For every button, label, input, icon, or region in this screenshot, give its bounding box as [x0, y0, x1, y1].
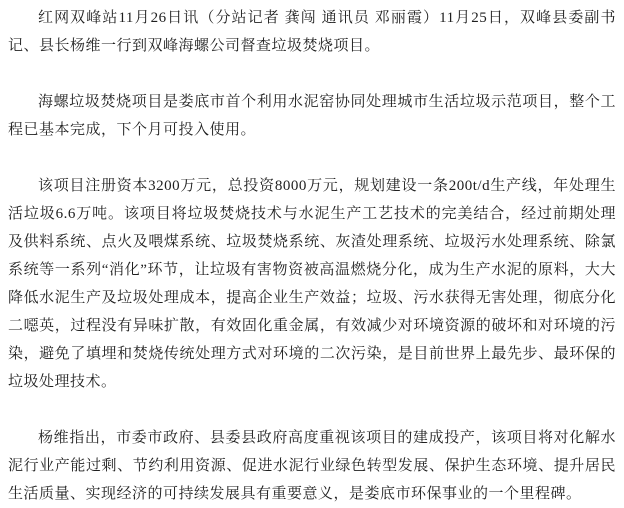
paragraph: 杨维指出，市委市政府、县委县政府高度重视该项目的建成投产，该项目将对化解水泥行业产能过剩、节约利用资源、促进水泥行业绿色转型发展、保护生态环境、提升居民生活质量、实现经济的可持续发展具有重要意义，是娄底市环保事业的一个里程碑。	[8, 430, 616, 502]
paragraph: 海螺垃圾焚烧项目是娄底市首个利用水泥窑协同处理城市生活垃圾示范项目，整个工程已基本完成，下个月可投入使用。	[8, 94, 616, 138]
lead-paragraph: 红网双峰站11月26日讯（分站记者 龚闯 通讯员 邓丽霞）11月25日，双峰县委副书记、县长杨维一行到双峰海螺公司督查垃圾焚烧项目。	[8, 10, 616, 54]
paragraph: 该项目注册资本3200万元，总投资8000万元，规划建设一条200t/d生产线，年处理生活垃圾6.6万吨。该项目将垃圾焚烧技术与水泥生产工艺技术的完美结合，经过前期处理及供料系统、点火及喂煤系统、垃圾焚烧系统、灰渣处理系统、垃圾污水处理系统、除氯系统等一系列“消化”环节，让垃圾有害物资被高温燃烧分化，成为生产水泥的原料，大大降低水泥生产及垃圾处理成本，提高企业生产效益；垃圾、污水获得无害处理，彻底分化二噁英，过程没有异味扩散，有效固化重金属，有效减少对环境资源的破坏和对环境的污染，避免了填埋和焚烧传统处理方式对环境的二次污染，是目前世界上最先步、最环保的垃圾处理技术。	[8, 178, 616, 390]
